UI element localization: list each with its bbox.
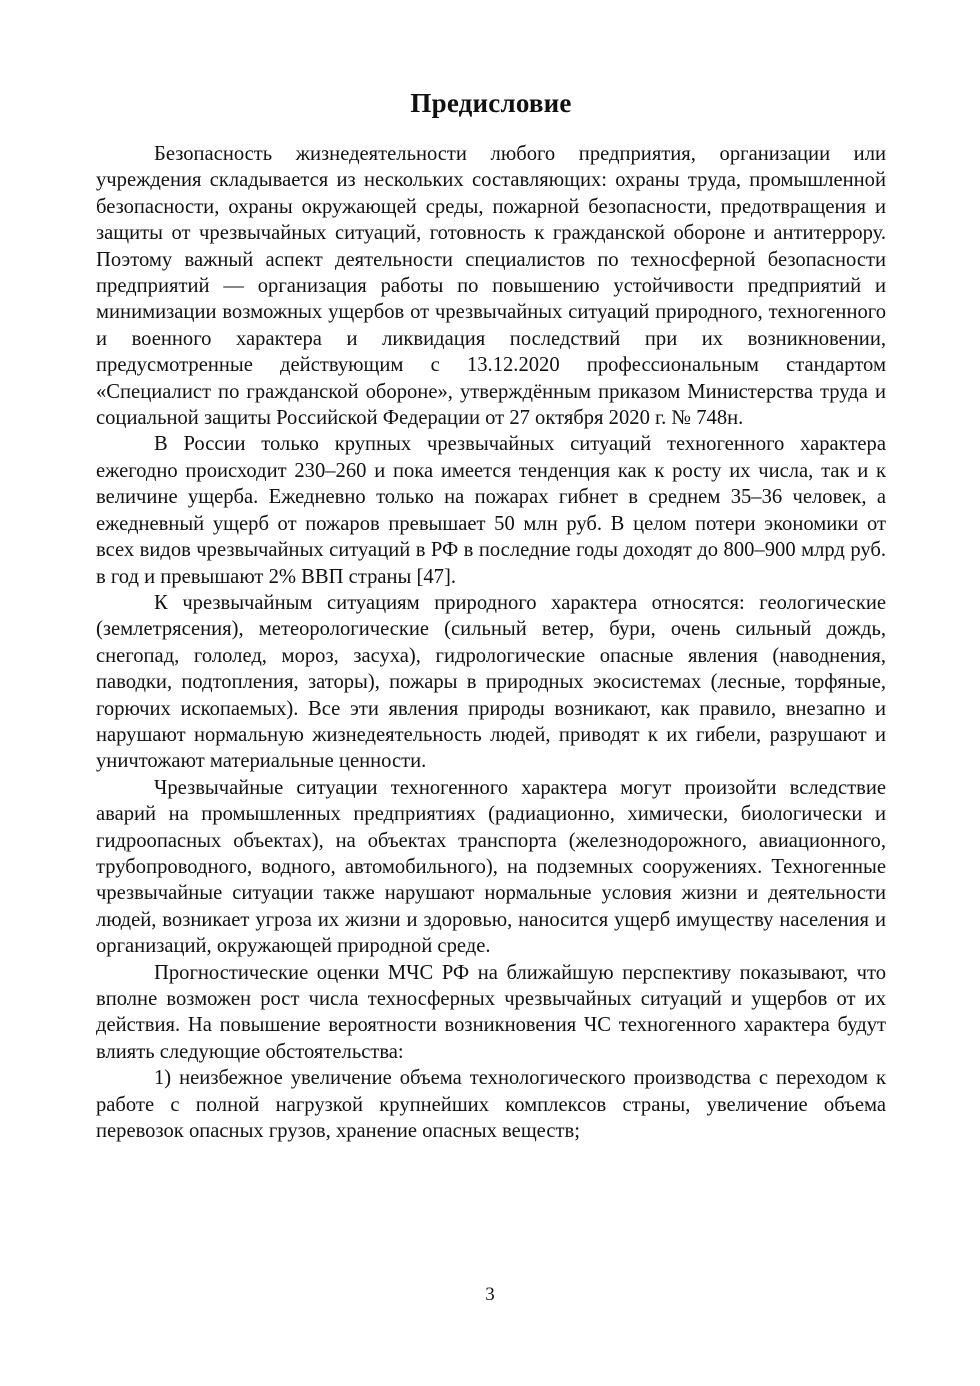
page-number: 3 xyxy=(485,1284,495,1305)
document-page xyxy=(96,88,886,1144)
paragraph-forecast: Прогностические оценки МЧС РФ на ближайшую перспективу показывают, что вполне возможен рост числа техносферных чрезвычайных ситуаций и ущербов от их действия. На повышение вероятности возникновения ЧС техногенного характера будут влиять следующие обстоятельства: xyxy=(96,961,886,1063)
paragraph-statistics: В России только крупных чрезвычайных ситуаций техногенного характера ежегодно происходит 230–260 и пока имеется тенденция как к росту их числа, так и к величине ущерба. Ежедневно только на пожарах гибнет в среднем 35–36 человек, а ежедневный ущерб от пожаров превышает 50 млн руб. В целом потери экономики от всех видов чрезвычайных ситуаций в РФ в последние годы доходят до 800–900 млрд руб. в год и превышают 2% ВВП страны [47]. xyxy=(96,433,886,588)
paragraph-intro: Безопасность жизнедеятельности любого предприятия, организации или учреждения складывается из нескольких составляющих: охраны труда, промышленной безопасности, охраны окружающей среды, пожарной безопасности, предотвращения и защиты от чрезвычайных ситуаций, готовность к гражданской обороне и антитеррору. Поэтому важный аспект деятельности специалистов по техносферной безопасности предприятий — организация работы по повышению устойчивости предприятий и минимизации возможных ущербов от чрезвычайных ситуаций природного, техногенного и военного характера и ликвидация последствий при их возникновении, предусмотренные действующим с 13.12.2020 профессиональным стандартом «Специалист по гражданской обороне», утверждённым приказом Министерства труда и социальной защиты Российской Федерации от 27 октября 2020 г. № 748н. xyxy=(96,143,886,430)
page-title: Предисловие xyxy=(410,88,572,118)
paragraph-natural-emergencies: К чрезвычайным ситуациям природного характера относятся: геологические (землетрясения), метеорологические (сильный ветер, бури, очень сильный дождь, снегопад, гололед, мороз, засуха), гидрологические опасные явления (наводнения, паводки, подтопления, заторы), пожары в природных экосистемах (лесные, торфяные, горючих ископаемых). Все эти явления природы возникают, как правило, внезапно и нарушают нормальную жизнедеятельность людей, приводят к их гибели, разрушают и уничтожают материальные ценности. xyxy=(96,591,886,773)
paragraph-technogenic-emergencies: Чрезвычайные ситуации техногенного характера могут произойти вследствие аварий на промышленных предприятиях (радиационно, химически, биологически и гидроопасных объектах), на объектах транспорта (железнодорожного, авиационного, трубопроводного, водного, автомобильного), на подземных сооружениях. Техногенные чрезвычайные ситуации также нарушают нормальные условия жизни и деятельности людей, возникает угроза их жизни и здоровью, наносится ущерб имуществу населения и организаций, окружающей природной среде. xyxy=(96,776,886,958)
paragraph-list-item-1: 1) неизбежное увеличение объема технологического производства с переходом к работе с полной нагрузкой крупнейших комплексов страны, увеличение объема перевозок опасных грузов, хранение опасных веществ; xyxy=(96,1067,886,1143)
